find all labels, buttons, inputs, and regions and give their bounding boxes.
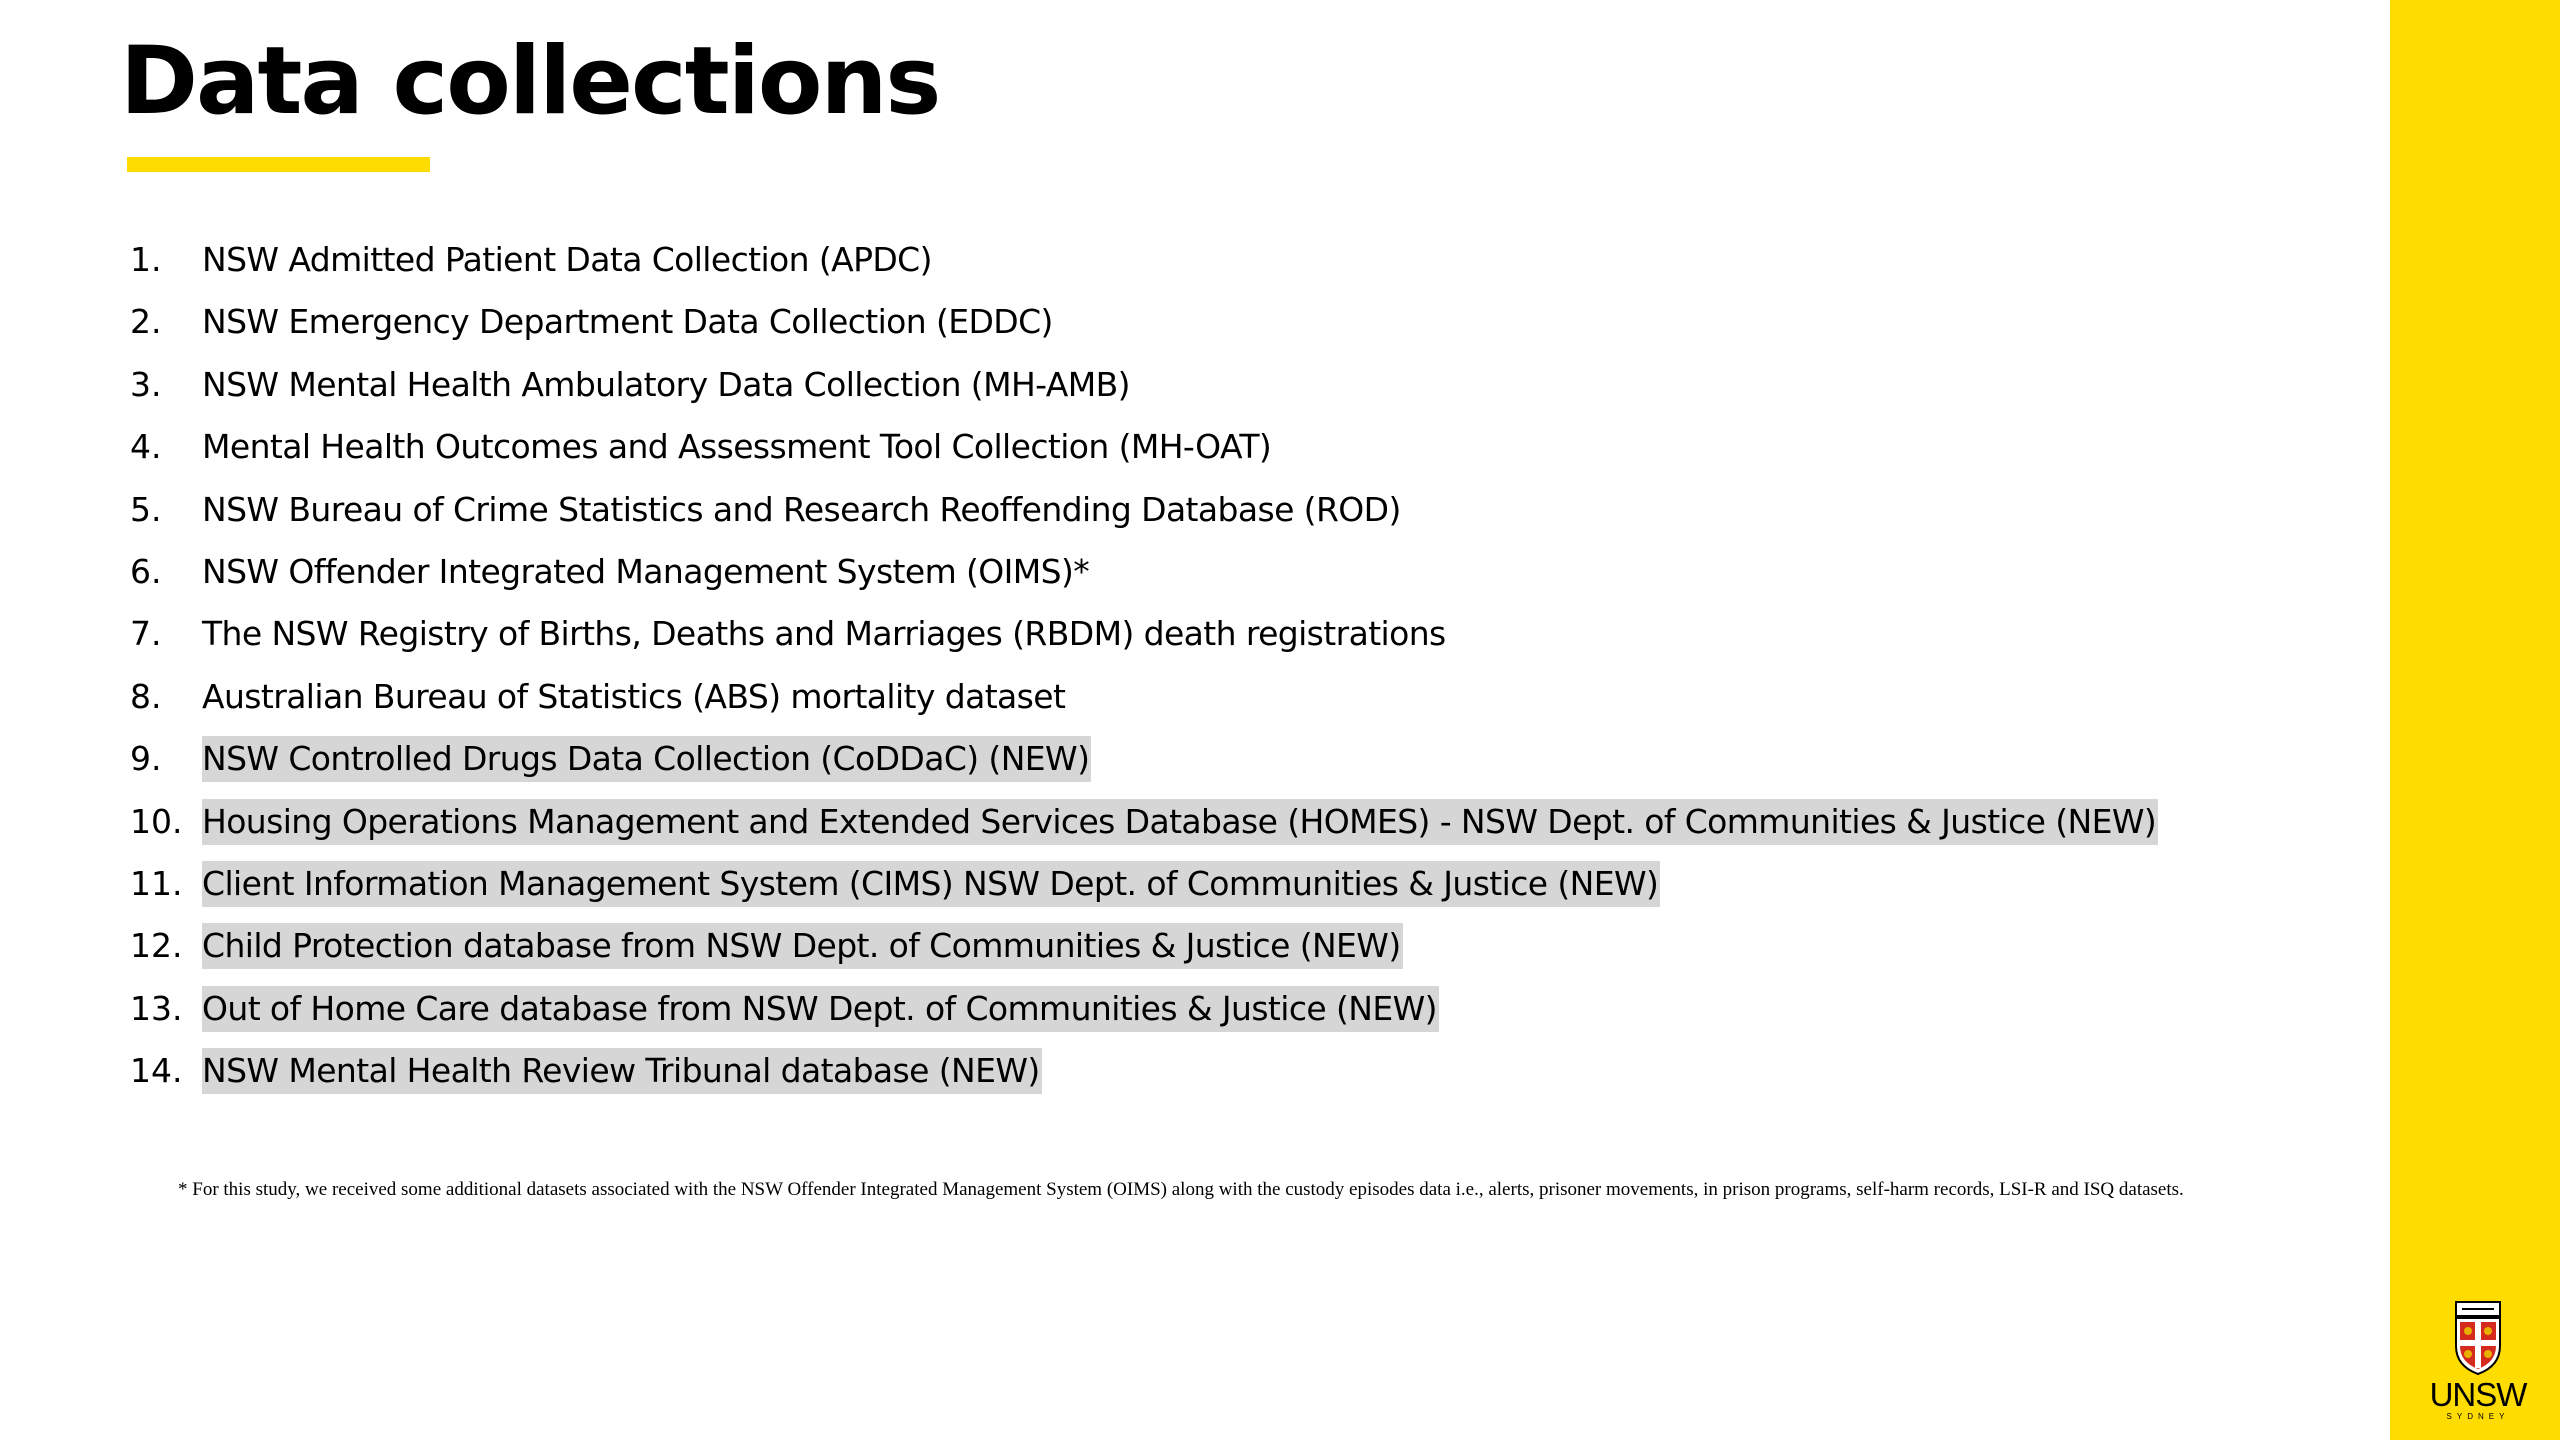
footnote: * For this study, we received some additional datasets associated with the NSW Offender Integrated Management System (OIMS) along with the custody episodes data i.e., alerts, prisoner movements, in prison programs, self-harm records, LSI-R and ISQ datasets. — [178, 1179, 2184, 1200]
unsw-crest-icon — [2452, 1300, 2504, 1376]
logo-subtext: SYDNEY — [2446, 1412, 2510, 1421]
list-item-label: NSW Bureau of Crime Statistics and Research Reoffending Database (ROD) — [202, 489, 1401, 529]
list-item-number: 11. — [130, 863, 183, 903]
unsw-logo — [2418, 1300, 2538, 1426]
slide-title: Data collections — [120, 27, 940, 136]
list-item-number: 4. — [130, 427, 162, 467]
accent-sidebar — [2390, 0, 2560, 1440]
title-underline — [127, 157, 430, 172]
list-item-number: 5. — [130, 489, 162, 529]
list-item-label-highlighted: Client Information Management System (CIMS) NSW Dept. of Communities & Justice (NEW) — [202, 861, 1660, 907]
list-item-number: 10. — [130, 801, 183, 841]
list-item-label: NSW Admitted Patient Data Collection (APDC) — [202, 240, 932, 279]
list-item-number: 1. — [130, 240, 162, 279]
list-item-number: 14. — [130, 1051, 183, 1091]
list-item-label: NSW Mental Health Ambulatory Data Collection (MH-AMB) — [202, 364, 1130, 404]
list-item-number: 6. — [130, 551, 162, 591]
list-item-label: NSW Offender Integrated Management System (OIMS)* — [202, 551, 1090, 591]
list-item-number: 2. — [130, 302, 162, 342]
list-item-label: The NSW Registry of Births, Deaths and Marriages (RBDM) death registrations — [202, 614, 1446, 654]
list-item-number: 8. — [130, 676, 162, 716]
list-item-number: 13. — [130, 988, 183, 1028]
list-item-number: 3. — [130, 364, 162, 404]
list-item-label-highlighted: Out of Home Care database from NSW Dept. of Communities & Justice (NEW) — [202, 986, 1439, 1032]
list-item-label-highlighted: NSW Mental Health Review Tribunal database (NEW) — [202, 1048, 1042, 1094]
logo-wordmark: UNSW — [2429, 1376, 2527, 1413]
list-item-label-highlighted: Housing Operations Management and Extended Services Database (HOMES) - NSW Dept. of Communities & Justice (NEW) — [202, 799, 2158, 845]
list-item-label: NSW Emergency Department Data Collection (EDDC) — [202, 302, 1053, 342]
list-item-number: 7. — [130, 614, 162, 654]
list-item-label-highlighted: NSW Controlled Drugs Data Collection (CoDDaC) (NEW) — [202, 736, 1091, 782]
list-item-label: Australian Bureau of Statistics (ABS) mortality dataset — [202, 676, 1066, 716]
list-item-number: 9. — [130, 739, 162, 779]
list-item-label-highlighted: Child Protection database from NSW Dept. of Communities & Justice (NEW) — [202, 923, 1403, 969]
list-item-number: 12. — [130, 926, 183, 966]
list-item-label: Mental Health Outcomes and Assessment Tool Collection (MH-OAT) — [202, 427, 1272, 467]
